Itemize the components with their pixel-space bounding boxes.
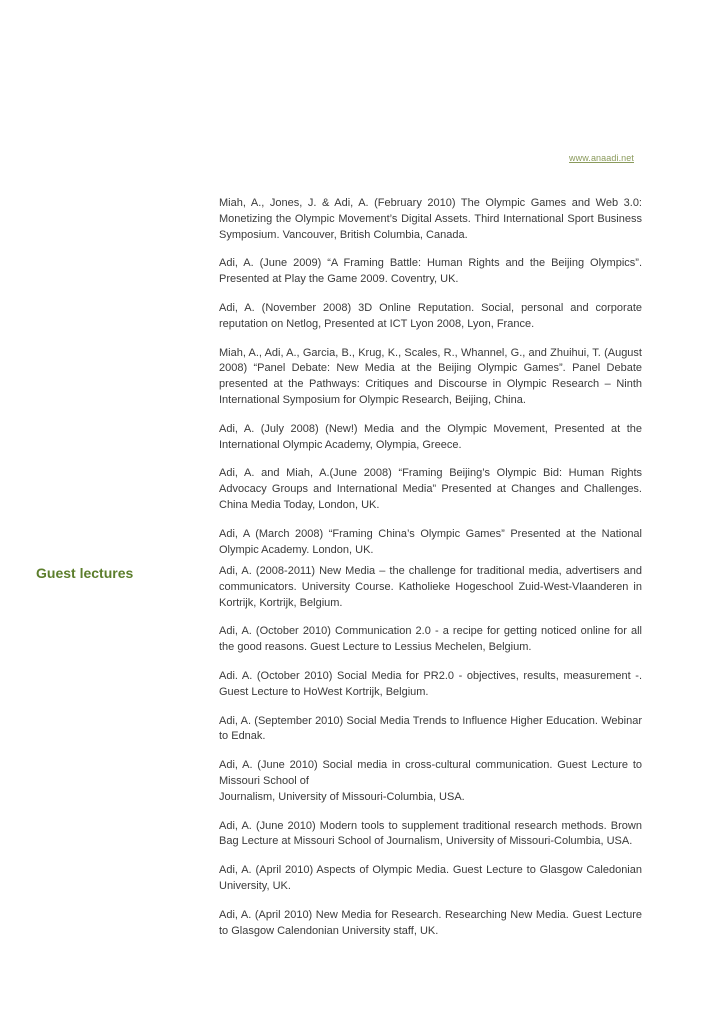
presentations-list (219, 196, 642, 571)
website-link[interactable]: www.anaadi.net (569, 153, 634, 163)
list-item: Adi, A. (June 2010) Modern tools to supplement traditional research methods. Brown Bag Lecture at Missouri School of Journalism, University of Missouri-Columbia, USA. (219, 819, 642, 848)
list-item-line: Adi, A. (June 2010) Social media in cross-cultural communication. Guest Lecture to Missouri School of (219, 759, 642, 787)
guest-lectures-list (219, 564, 642, 952)
list-item: Miah, A., Adi, A., Garcia, B., Krug, K., Scales, R., Whannel, G., and Zhuihui, T. (August 2008) “Panel Debate: New Media at the Beijing Olympic Games”. Panel Debate presented at the Pathways: Critiques and Discourse in Olympic Research – Ninth International Symposium for Olympic Research, Beijing, China. (219, 346, 642, 406)
list-item: Adi. A. (October 2010) Social Media for PR2.0 - objectives, results, measurement -. Guest Lecture to HoWest Kortrijk, Belgium. (219, 669, 642, 698)
list-item: Adi, A. and Miah, A.(June 2008) “Framing Beijing’s Olympic Bid: Human Rights Advocacy Groups and International Media” Presented at Changes and Challenges. China Media Today, London, UK. (219, 467, 642, 511)
list-item: Adi, A. (October 2010) Communication 2.0 - a recipe for getting noticed online for all the good reasons. Guest Lecture to Lessius Mechelen, Belgium. (219, 625, 642, 654)
list-item: Adi, A. (April 2010) Aspects of Olympic Media. Guest Lecture to Glasgow Caledonian University, UK. (219, 864, 642, 892)
list-item: Miah, A., Jones, J. & Adi, A. (February 2010) The Olympic Games and Web 3.0: Monetizing the Olympic Movement’s Digital Assets. Third International Sport Business Symposium. Vancouver, British Columbia, Canada. (219, 197, 642, 241)
list-item: Adi, A. (2008-2011) New Media – the challenge for traditional media, advertisers and communicators. University Course. Katholieke Hogeschool Zuid-West-Vlaanderen in Kortrijk, Kortrijk, Belgium. (219, 565, 642, 609)
list-item: Adi, A. (July 2008) (New!) Media and the Olympic Movement, Presented at the International Olympic Academy, Olympia, Greece. (219, 422, 642, 451)
list-item: Adi, A. (June 2009) “A Framing Battle: Human Rights and the Beijing Olympics”. Presented at Play the Game 2009. Coventry, UK. (219, 257, 642, 286)
list-item (219, 758, 642, 805)
list-item: Adi, A. (April 2010) New Media for Research. Researching New Media. Guest Lecture to Glasgow Calendonian University staff, UK. (219, 908, 642, 937)
list-item: Adi, A. (November 2008) 3D Online Reputation. Social, personal and corporate reputation on Netlog, Presented at ICT Lyon 2008, Lyon, France. (219, 301, 642, 330)
list-item: Adi, A. (September 2010) Social Media Trends to Influence Higher Education. Webinar to Ednak. (219, 714, 642, 743)
list-item: Adi, A (March 2008) “Framing China’s Olympic Games” Presented at the National Olympic Academy. London, UK. (219, 527, 642, 556)
section-heading-guest-lectures: Guest lectures (36, 565, 134, 581)
list-item-line: Journalism, University of Missouri-Columbia, USA. (219, 790, 465, 803)
